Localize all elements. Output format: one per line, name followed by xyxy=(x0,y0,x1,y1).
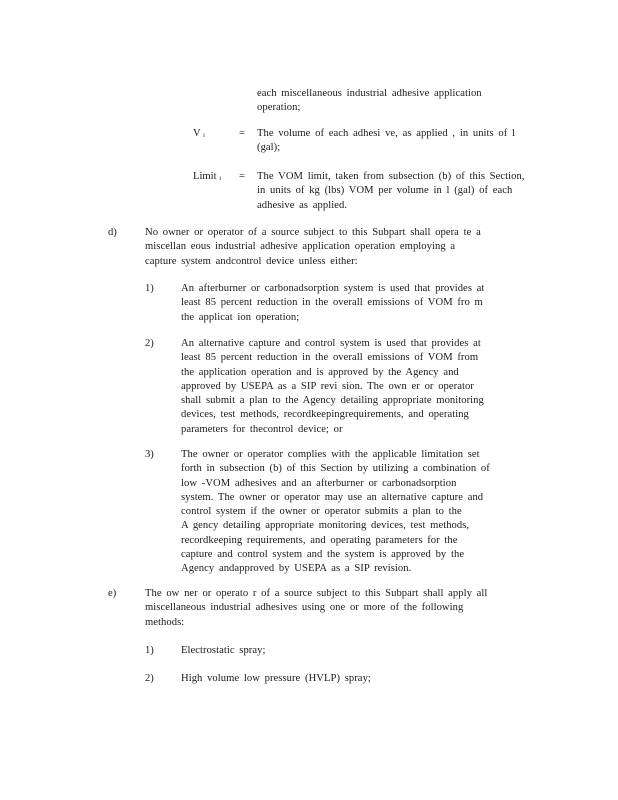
text-line: forth in subsection (b) of this Section by utilizing a combination of xyxy=(181,463,490,475)
limit-symbol: Limit $_i$ xyxy=(193,171,222,182)
item-d1-text xyxy=(181,282,484,325)
item-d3-text xyxy=(181,448,490,577)
text-line: The VOM limit, taken from subsection (b) of this Section, xyxy=(257,171,525,182)
text-line: An afterburner or carbonadsorption system is used that provides at xyxy=(181,283,485,294)
text-line: capture system andcontrol device unless either: xyxy=(145,255,358,267)
text-line: least 85 percent reduction in the overall emissions of VOM fro m xyxy=(181,297,483,309)
text-line: Electrostatic spray; xyxy=(181,645,266,656)
vi-symbol: V $_i$ xyxy=(193,128,205,139)
item-d1-label: 1) xyxy=(145,283,154,294)
text-line: control system if the owner or operator submits a plan to the xyxy=(181,506,462,518)
text-line: low -VOM adhesives and an afterburner or carbonadsorption xyxy=(181,477,457,489)
section-e-text xyxy=(145,587,487,630)
text-line: parameters for thecontrol device; or xyxy=(181,423,343,435)
text-line: No owner or operator of a source subject to this Subpart shall opera te a xyxy=(145,227,481,238)
definition-continuation xyxy=(257,87,482,116)
item-d2-label: 2) xyxy=(145,338,154,349)
text-line: shall submit a plan to the Agency detailing appropriate monitoring xyxy=(181,395,484,407)
text-line: operation; xyxy=(257,102,301,114)
text-line: the applicat ion operation; xyxy=(181,311,300,323)
text-line: methods: xyxy=(145,616,185,628)
item-d3-label: 3) xyxy=(145,449,154,460)
item-d2-text xyxy=(181,337,484,437)
text-line: High volume low pressure (HVLP) spray; xyxy=(181,673,371,684)
text-line: approved by USEPA as a SIP revi sion. The own er or operator xyxy=(181,380,474,392)
section-d-label: d) xyxy=(108,227,117,238)
limit-equals: = xyxy=(239,171,245,182)
text-line: miscellan eous industrial adhesive application operation employing a xyxy=(145,241,456,253)
item-e1-label: 1) xyxy=(145,645,154,656)
vi-equals: = xyxy=(239,128,245,139)
text-line: The volume of each adhesi ve, as applied , in units of l xyxy=(257,128,516,139)
section-d-text xyxy=(145,226,481,269)
text-line: adhesive as applied. xyxy=(257,199,348,211)
text-line: A gency detailing appropriate monitoring devices, test methods, xyxy=(181,520,470,532)
limit-definition xyxy=(257,170,525,213)
text-line: least 85 percent reduction in the overall emissions of VOM from xyxy=(181,352,479,364)
text-line: each miscellaneous industrial adhesive application xyxy=(257,88,482,99)
item-e2-label: 2) xyxy=(145,673,154,684)
text-line: (gal); xyxy=(257,142,281,154)
text-line: capture and control system and the system is approved by the xyxy=(181,549,465,561)
text-line: the application operation and is approved by the Agency and xyxy=(181,366,459,378)
vi-definition xyxy=(257,127,515,156)
item-e1-text xyxy=(181,644,265,658)
text-line: Agency andapproved by USEPA as a SIP revision. xyxy=(181,563,412,575)
text-line: An alternative capture and control system is used that provides at xyxy=(181,338,481,349)
section-e-label: e) xyxy=(108,588,117,599)
text-line: miscellaneous industrial adhesives using one or more of the following xyxy=(145,602,464,614)
item-e2-text xyxy=(181,672,371,686)
text-line: devices, test methods, recordkeepingrequirements, and operating xyxy=(181,409,469,421)
text-line: The ow ner or operato r of a source subject to this Subpart shall apply all xyxy=(145,588,488,599)
text-line: system. The owner or operator may use an alternative capture and xyxy=(181,491,484,503)
text-line: The owner or operator complies with the applicable limitation set xyxy=(181,449,480,460)
text-line: in units of kg (lbs) VOM per volume in l (gal) of each xyxy=(257,185,513,197)
text-line: recordkeeping requirements, and operating parameters for the xyxy=(181,534,458,546)
